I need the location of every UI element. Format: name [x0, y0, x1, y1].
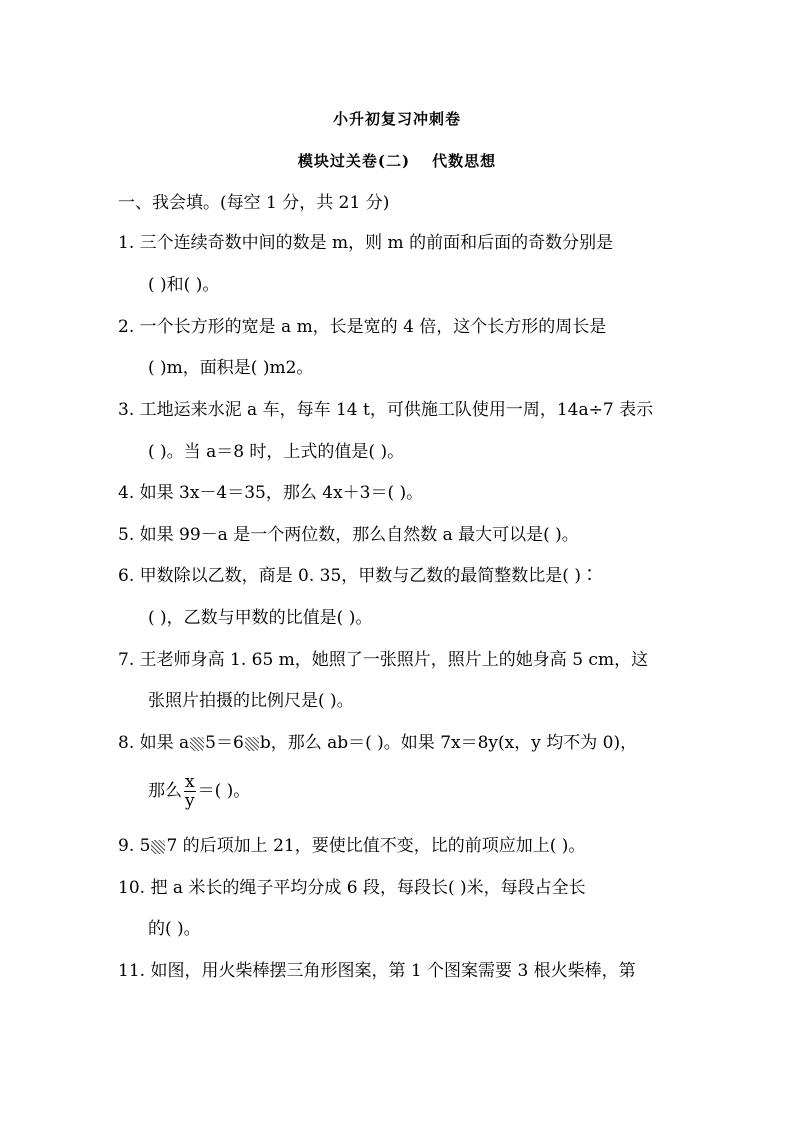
ratio-symbol-icon: [151, 840, 165, 854]
question-3-line-1: 3. 工地运来水泥 a 车，每车 14 t，可供施工队使用一周，14a÷7 表示: [118, 400, 654, 420]
exam-title: 小升初复习冲刺卷: [332, 110, 461, 128]
question-1-line-1: 1. 三个连续奇数中间的数是 m，则 m 的前面和后面的奇数分别是: [118, 233, 614, 253]
question-4-line-1: 4. 如果 3x－4＝35，那么 4x＋3＝( )。: [118, 483, 424, 503]
module-title-part: 模块过关卷(二): [297, 152, 411, 170]
question-2-line-1: 2. 一个长方形的宽是 a m，长是宽的 4 倍，这个长方形的周长是: [118, 317, 607, 337]
module-title: [0, 150, 794, 171]
question-9-text-b: 7 的后项加上 21，要使比值不变，比的前项应加上( )。: [166, 836, 586, 856]
question-7-line-2: 张照片拍摄的比例尺是( )。: [148, 691, 354, 711]
question-10-line-1: 10. 把 a 米长的绳子平均分成 6 段，每段长( )米，每段占全长: [118, 878, 586, 898]
question-8-text-e: ＝( )。: [197, 781, 251, 801]
fraction-denominator: y: [185, 791, 195, 811]
ratio-symbol-icon: [245, 737, 259, 751]
question-2-line-2: ( )m，面积是( )m2。: [148, 358, 314, 378]
fraction-numerator: x: [185, 772, 195, 792]
question-8-text-a: 8. 如果 a: [118, 733, 190, 753]
question-6-line-1: 6. 甲数除以乙数，商是 0. 35，甲数与乙数的最简整数比是( )∶: [118, 566, 598, 586]
question-7-line-1: 7. 王老师身高 1. 65 m，她照了一张照片，照片上的她身高 5 cm，这: [118, 650, 649, 670]
question-8-text-b: 5＝6: [205, 733, 244, 753]
question-8-line-2: [148, 772, 250, 810]
question-11-line-1: 11. 如图，用火柴棒摆三角形图案，第 1 个图案需要 3 根火柴棒，第: [118, 961, 636, 981]
question-8-text-d: 那么: [148, 781, 182, 801]
section-heading: 一、我会填。(每空 1 分，共 21 分): [118, 193, 390, 213]
question-1-line-2: ( )和( )。: [148, 275, 220, 295]
question-8-line-1: [118, 733, 637, 753]
question-9-text-a: 9. 5: [118, 836, 151, 856]
question-10-line-2: 的( )。: [148, 919, 201, 939]
fraction-x-over-y: [184, 773, 196, 810]
question-3-line-2: ( )。当 a＝8 时，上式的值是( )。: [148, 442, 405, 462]
ratio-symbol-icon: [190, 737, 204, 751]
question-9-line-1: [118, 836, 585, 856]
module-title-topic: 代数思想: [432, 152, 497, 170]
question-5-line-1: 5. 如果 99－a 是一个两位数，那么自然数 a 最大可以是( )。: [118, 525, 579, 545]
question-8-text-c: b，那么 ab＝( )。如果 7x＝8y(x，y 均不为 0)，: [259, 733, 638, 753]
question-6-line-2: ( )，乙数与甲数的比值是( )。: [148, 608, 373, 628]
